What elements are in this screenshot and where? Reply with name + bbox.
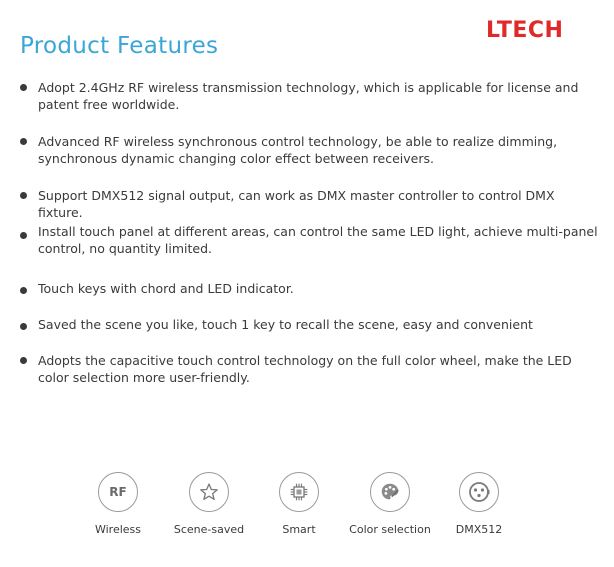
icon-item-scene-saved [159, 472, 259, 536]
icon-label: Smart [282, 523, 316, 536]
rf-icon: RF [98, 472, 138, 512]
feature-text: Saved the scene you like, touch 1 key to recall the scene, easy and convenient [38, 317, 533, 332]
dmx-connector-icon [459, 472, 499, 512]
icon-item-smart [249, 472, 349, 536]
bullet-icon [20, 232, 27, 239]
icon-label: DMX512 [455, 523, 503, 536]
ltech-logo: LTECH [486, 18, 564, 43]
palette-glyph [379, 481, 401, 503]
icon-label: Color selection [349, 523, 431, 536]
icon-item-color-selection [340, 472, 440, 536]
icon-item-wireless [68, 472, 168, 536]
icon-label: Wireless [94, 523, 142, 536]
feature-text: Adopts the capacitive touch control technology on the full color wheel, make the LED color selection more user-friendly. [38, 353, 572, 385]
palette-icon [370, 472, 410, 512]
chip-icon [279, 472, 319, 512]
feature-text: Advanced RF wireless synchronous control technology, be able to realize dimming, synchronous dynamic changing color effect between receivers. [38, 134, 558, 166]
bullet-icon [20, 323, 27, 330]
bullet-icon [20, 84, 27, 91]
feature-icons-row [0, 472, 614, 552]
dmx-connector-glyph [467, 480, 491, 504]
feature-text: Install touch panel at different areas, can control the same LED light, achieve multi-panel control, no quantity limited. [38, 224, 598, 256]
bullet-icon [20, 357, 27, 364]
star-icon [189, 472, 229, 512]
star-glyph [199, 482, 219, 502]
feature-text: Support DMX512 signal output, can work as DMX master controller to control DMX fixture. [38, 188, 555, 220]
icon-label: Scene-saved [173, 523, 245, 536]
bullet-icon [20, 287, 27, 294]
page-title: Product Features [20, 33, 219, 60]
icon-item-dmx512 [429, 472, 529, 536]
feature-text: Touch keys with chord and LED indicator. [38, 281, 294, 296]
bullet-icon [20, 192, 27, 199]
feature-text: Adopt 2.4GHz RF wireless transmission technology, which is applicable for license and patent free worldwide. [38, 80, 579, 112]
bullet-icon [20, 138, 27, 145]
chip-glyph [289, 482, 309, 502]
